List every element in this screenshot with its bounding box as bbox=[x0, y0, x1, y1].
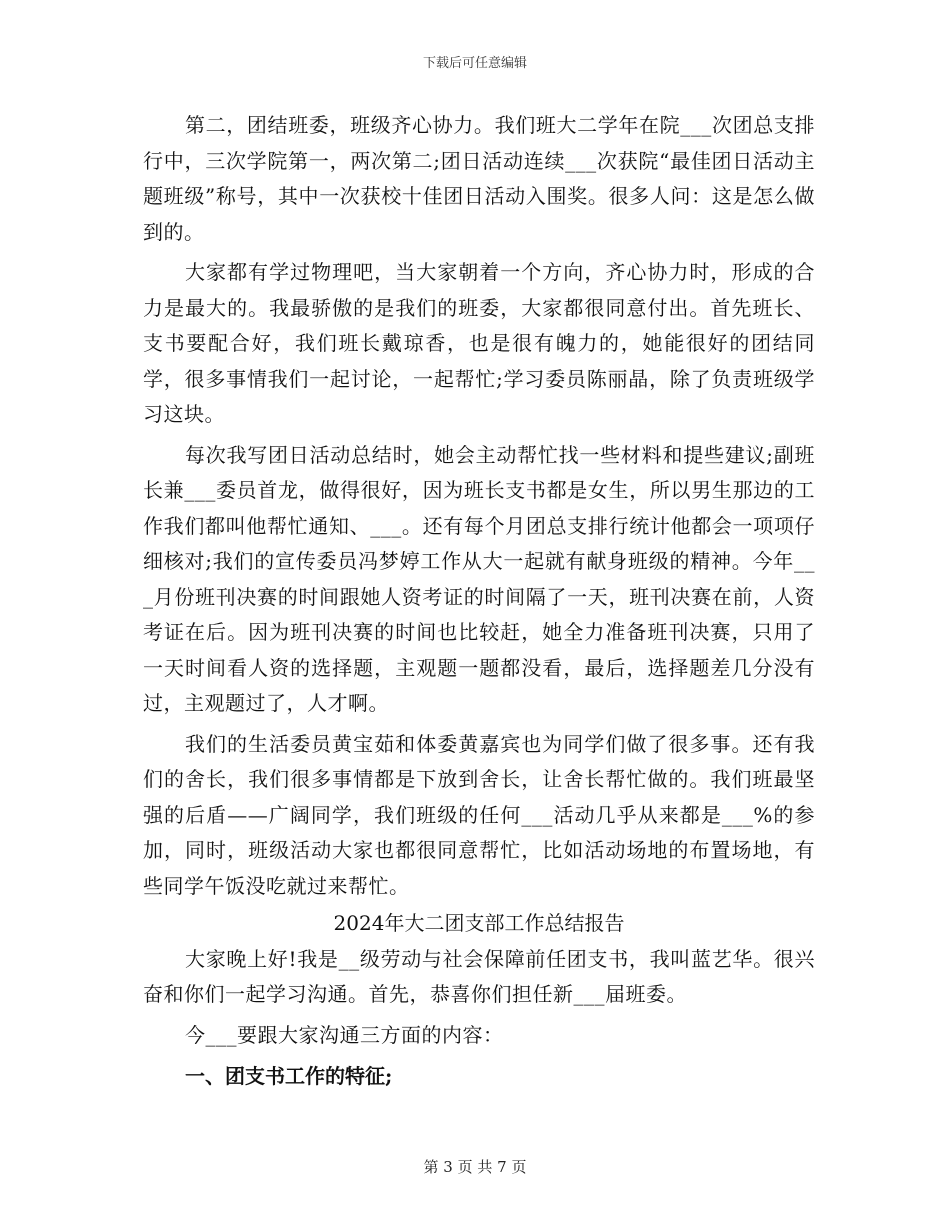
paragraph-6: 今___要跟大家沟通三方面的内容： bbox=[185, 1022, 504, 1047]
page-footer: 第 3 页 共 7 页 bbox=[423, 1158, 527, 1176]
paragraph-5: 大家晚上好!我是__级劳动与社会保障前任团支书，我叫蓝艺华。很兴奋和你们一起学习沟通。首先，恭喜你们担任新___届班委。 bbox=[143, 946, 815, 1006]
section-title: 2024年大二团支部工作总结报告 bbox=[333, 911, 625, 935]
paragraph-3: 每次我写团日活动总结时，她会主动帮忙找一些材料和提些建议;副班长兼___委员首龙，做得很好，因为班长支书都是女生，所以男生那边的工作我们都叫他帮忙通知、___。还有每个月团总支排行统计他都会一项项仔细核对;我们的宣传委员冯梦婷工作从大一起就有献身班级的精神。今年___月份班刊决赛的时间跟她人资考证的时间隔了一天，班刊决赛在前，人资考证在后。因为班刊决赛的时间也比较赶，她全力准备班刊决赛，只用了一天时间看人资的选择题，主观题一题都没看，最后，选择题差几分没有过，主观题过了，人才啊。 bbox=[143, 442, 815, 715]
page-header: 下载后可任意编辑 bbox=[422, 56, 527, 71]
document-body bbox=[143, 108, 815, 1095]
paragraph-1: 第二，团结班委，班级齐心协力。我们班大二学年在院___次团总支排行中，三次学院第一，两次第二;团日活动连续___次获院“最佳团日活动主题班级”称号，其中一次获校十佳团日活动入围奖。很多人问：这是怎么做到的。 bbox=[143, 113, 815, 244]
paragraph-2: 大家都有学过物理吧，当大家朝着一个方向，齐心协力时，形成的合力是最大的。我最骄傲的是我们的班委，大家都很同意付出。首先班长、支书要配合好，我们班长戴琼香，也是很有魄力的，她能很好的团结同学，很多事情我们一起讨论，一起帮忙;学习委员陈丽晶，除了负责班级学习这块。 bbox=[143, 260, 815, 426]
section-heading: 一、团支书工作的特征; bbox=[185, 1064, 393, 1088]
paragraph-4: 我们的生活委员黄宝茹和体委黄嘉宾也为同学们做了很多事。还有我们的舍长，我们很多事情都是下放到舍长，让舍长帮忙做的。我们班最坚强的后盾——广阔同学，我们班级的任何___活动几乎从来都是___%的参加，同时，班级活动大家也都很同意帮忙，比如活动场地的布置场地，有些同学午饭没吃就过来帮忙。 bbox=[143, 731, 815, 898]
